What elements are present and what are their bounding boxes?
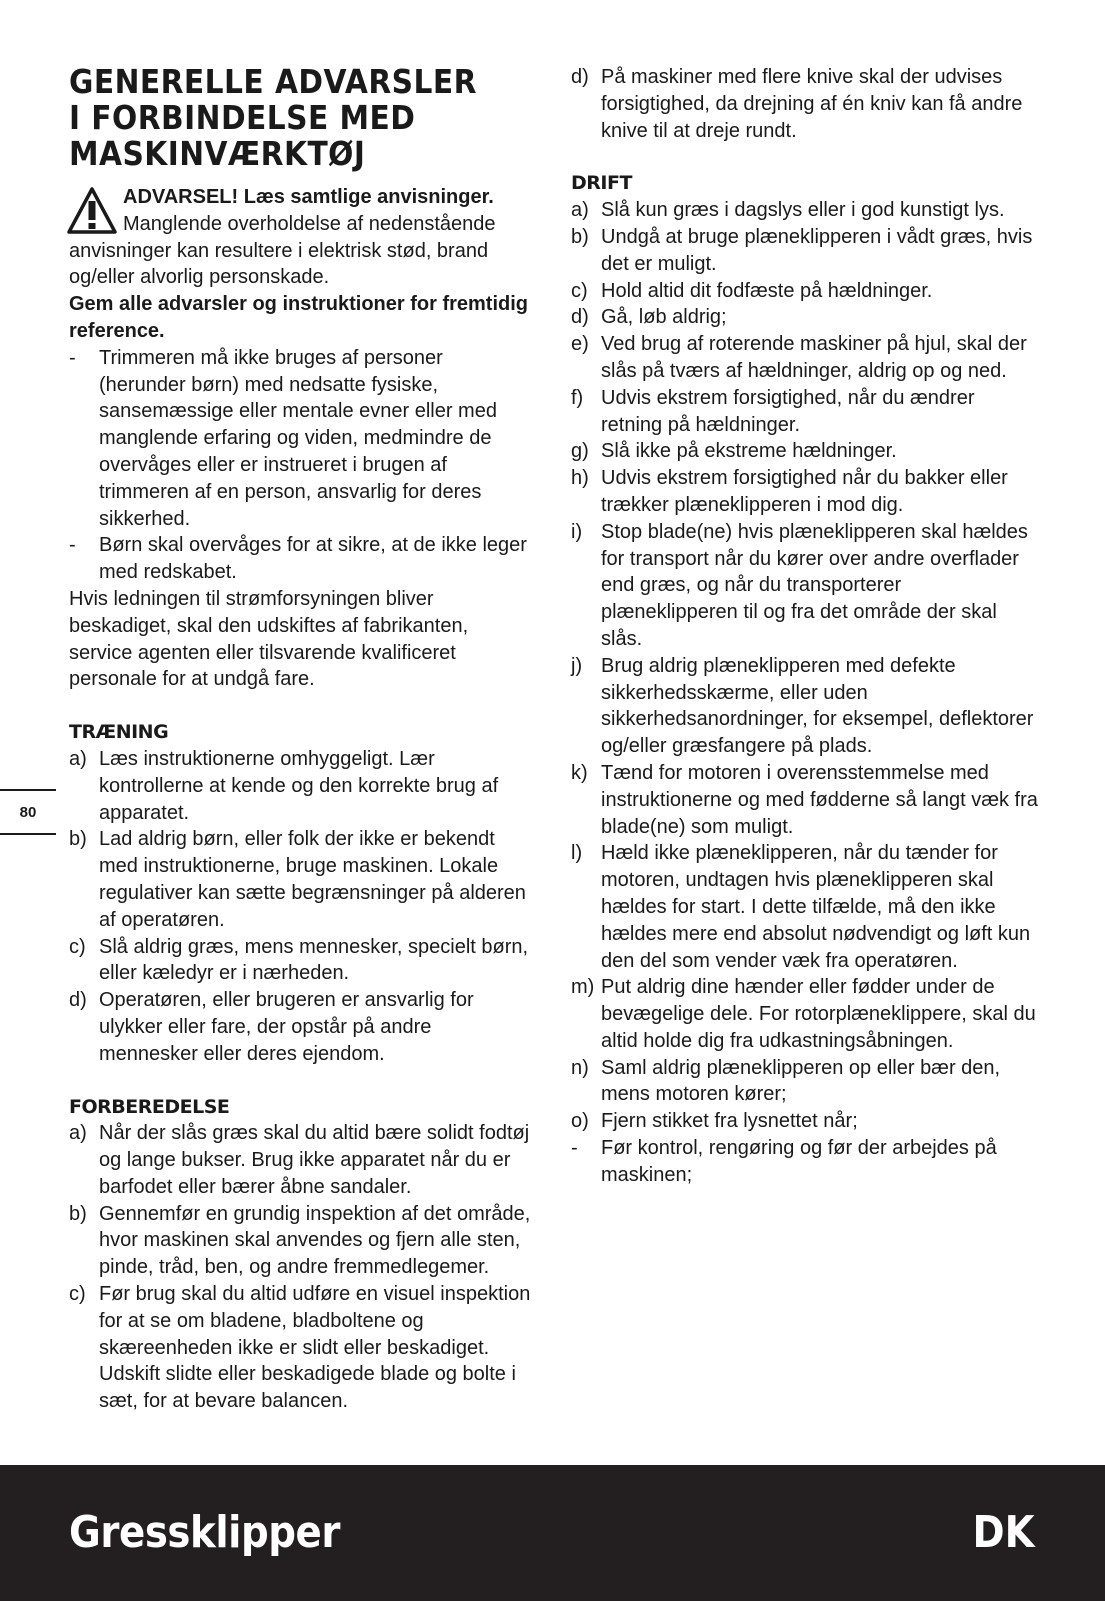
- warning-paragraph: [69, 184, 534, 291]
- preparation-list-continued: [571, 64, 1041, 144]
- list-marker: d): [571, 66, 589, 88]
- language-code: DK: [972, 1507, 1035, 1558]
- list-item: [69, 1120, 534, 1200]
- list-text: Lad aldrig børn, eller folk der ikke er bekendt med instruktionerne, bruge maskinen. Lokale regulativer kan sætte begrænsninger på alderen af operatøren.: [99, 828, 526, 931]
- list-item: [571, 304, 1041, 331]
- list-text: Ved brug af roterende maskiner på hjul, skal der slås på tværs af hældninger, aldrig op og ned.: [601, 333, 1027, 382]
- warning-text: Manglende overholdelse af nedenstående anvisninger kan resultere i elektrisk stød, brand og/eller alvorlig personskade.: [69, 212, 496, 289]
- cord-note: Hvis ledningen til strømforsyningen bliver beskadiget, skal den udskiftes af fabrikanten, service agenten eller tilsvarende kvalificeret personale for at undgå fare.: [69, 587, 469, 691]
- list-marker: k): [571, 761, 588, 784]
- list-text: Fjern stikket fra lysnettet når;: [601, 1110, 858, 1133]
- list-item: [69, 532, 534, 586]
- list-text: Udvis ekstrem forsigtighed, når du ændrer retning på hældninger.: [601, 386, 975, 436]
- list-item: [571, 760, 1041, 840]
- list-marker: d): [69, 989, 87, 1012]
- list-marker: a): [571, 199, 589, 222]
- list-marker: e): [571, 333, 589, 356]
- list-text: Stop blade(ne) hvis plæneklipperen skal hældes for transport når du kører over andre overflader end græs, og når du transporterer plæneklipperen til og fra det område der skal slås.: [601, 520, 1028, 650]
- list-item: [69, 345, 534, 533]
- list-item: [571, 1135, 1041, 1189]
- list-text: Når der slås græs skal du altid bære solidt fodtøj og lange bukser. Brug ikke apparatet når du er barfodet eller bærer åbne sandaler.: [99, 1122, 530, 1198]
- page-title-line-3: MASKINVÆRKTØJ: [69, 134, 366, 173]
- list-item: [69, 826, 534, 933]
- list-text: Hold altid dit fodfæste på hældninger.: [601, 279, 933, 302]
- list-text: Gå, løb aldrig;: [601, 306, 727, 329]
- list-item: [571, 438, 1041, 465]
- list-text: Før brug skal du altid udføre en visuel inspektion for at se om bladene, bladboltene og skæreenheden ikke er slidt eller beskadiget. Udskift slidte eller beskadigede blade og bolte i sæt, for at bevare balancen.: [99, 1283, 531, 1413]
- list-marker: a): [69, 1122, 87, 1145]
- list-item: [571, 1108, 1041, 1135]
- list-marker: -: [69, 534, 76, 557]
- preparation-list: [69, 1120, 534, 1415]
- page-title-line-1: GENERELLE ADVARSLER: [69, 62, 477, 101]
- list-marker: m): [571, 976, 595, 999]
- list-marker: f): [571, 386, 584, 409]
- list-item: [571, 197, 1041, 224]
- list-marker: d): [571, 306, 589, 329]
- section-title-training: TRÆNING: [69, 721, 169, 744]
- list-marker: c): [571, 279, 588, 302]
- list-text: Trimmeren må ikke bruges af personer (herunder børn) med nedsatte fysiske, sansemæssige eller mentale evner eller med manglende erfaring og viden, medmindre de overvåges eller er instrueret i brugen af trimmeren af en person, ansvarlig for deres sikkerhed.: [99, 346, 497, 530]
- list-marker: c): [69, 935, 86, 958]
- warning-bold-text: ADVARSEL! Læs samtlige anvisninger.: [123, 186, 494, 208]
- list-item: [69, 746, 534, 826]
- list-text: Udvis ekstrem forsigtighed når du bakker eller trækker plæneklipperen i mod dig.: [601, 467, 1008, 516]
- page-title-line-2: I FORBINDELSE MED: [69, 98, 416, 137]
- operation-list: [571, 197, 1041, 1188]
- list-item: [571, 465, 1041, 519]
- list-text: Slå ikke på ekstreme hældninger.: [601, 440, 897, 463]
- list-item: [571, 974, 1041, 1054]
- list-marker: c): [69, 1283, 86, 1306]
- intro-list: [69, 345, 534, 586]
- section-title-operation: DRIFT: [571, 172, 632, 195]
- right-column: [571, 64, 1041, 1189]
- list-marker: b): [69, 1202, 87, 1225]
- list-item: [69, 1281, 534, 1415]
- list-text: Undgå at bruge plæneklipperen i vådt græs, hvis det er muligt.: [601, 225, 1033, 275]
- list-text: Operatøren, eller brugeren er ansvarlig for ulykker eller fare, der opstår på andre mennesker eller deres ejendom.: [99, 989, 474, 1065]
- list-marker: i): [571, 520, 583, 543]
- page-title: [69, 64, 519, 172]
- list-text: Gennemfør en grundig inspektion af det område, hvor maskinen skal anvendes og fjern alle sten, pinde, tråd, ben, og andre fremmedlegemer.: [99, 1202, 531, 1279]
- list-item: [69, 987, 534, 1067]
- list-marker: h): [571, 467, 589, 490]
- warning-triangle-icon: [67, 186, 117, 236]
- list-item: [571, 653, 1041, 760]
- left-column: [69, 64, 534, 1415]
- list-marker: o): [571, 1110, 589, 1133]
- list-text: Put aldrig dine hænder eller fødder under de bevægelige dele. For rotorplæneklipperе, skal du altid holde dig fra udkastningsåbningen.: [601, 976, 1036, 1052]
- list-item: [571, 224, 1041, 278]
- list-marker: b): [69, 828, 87, 851]
- list-text: Slå kun græs i dagslys eller i god kunstigt lys.: [601, 199, 1005, 222]
- footer-bar: [0, 1465, 1105, 1601]
- list-item: [69, 934, 534, 988]
- list-marker: j): [571, 654, 583, 677]
- list-item: [571, 331, 1041, 385]
- list-item: [571, 1055, 1041, 1109]
- list-marker: b): [571, 225, 589, 248]
- training-list: [69, 746, 534, 1068]
- list-text: Før kontrol, rengøring og før der arbejdes på maskinen;: [601, 1137, 997, 1186]
- list-marker: n): [571, 1056, 589, 1079]
- list-item: [571, 278, 1041, 305]
- footer-title: Gressklipper: [69, 1507, 341, 1558]
- list-text: På maskiner med flere knive skal der udvises forsigtighed, da drejning af én kniv kan få andre knive til at dreje rundt.: [601, 66, 1023, 142]
- list-text: Børn skal overvåges for at sikre, at de ikke leger med redskabet.: [99, 534, 527, 584]
- list-text: Slå aldrig græs, mens mennesker, specielt børn, eller kæledyr er i nærheden.: [99, 935, 529, 985]
- list-marker: -: [571, 1137, 578, 1160]
- list-marker: -: [69, 346, 76, 369]
- page-number: 80: [0, 789, 56, 835]
- list-item: [571, 519, 1041, 653]
- list-item: [69, 1201, 534, 1281]
- list-item: [571, 385, 1041, 439]
- section-title-preparation: FORBEREDELSE: [69, 1095, 230, 1118]
- save-note: Gem alle advarsler og instruktioner for fremtidig reference.: [69, 293, 529, 342]
- list-marker: g): [571, 440, 589, 463]
- list-item: [571, 840, 1041, 974]
- list-item: [571, 64, 1041, 144]
- list-marker: a): [69, 747, 87, 770]
- list-text: Læs instruktionerne omhyggeligt. Lær kontrollerne at kende og den korrekte brug af apparatet.: [99, 747, 499, 824]
- list-text: Brug aldrig plæneklipperen med defekte sikkerhedsskærme, eller uden sikkerhedsanordninger, for eksempel, deflektorer og/eller græsfangere på plads.: [601, 654, 1034, 758]
- list-marker: l): [571, 842, 583, 865]
- list-text: Saml aldrig plæneklipperen op eller bær den, mens motoren kører;: [601, 1056, 1001, 1106]
- list-text: Hæld ikke plæneklipperen, når du tænder for motoren, undtagen hvis plæneklipperen skal hældes for start. I dette tilfælde, må den ikke hældes mere end absolut nødvendigt og løft kun den del som vender væk fra operatøren.: [601, 842, 1031, 972]
- list-text: Tænd for motoren i overensstemmelse med instruktionerne og med fødderne så langt væk fra blade(ne) som muligt.: [601, 761, 1038, 838]
